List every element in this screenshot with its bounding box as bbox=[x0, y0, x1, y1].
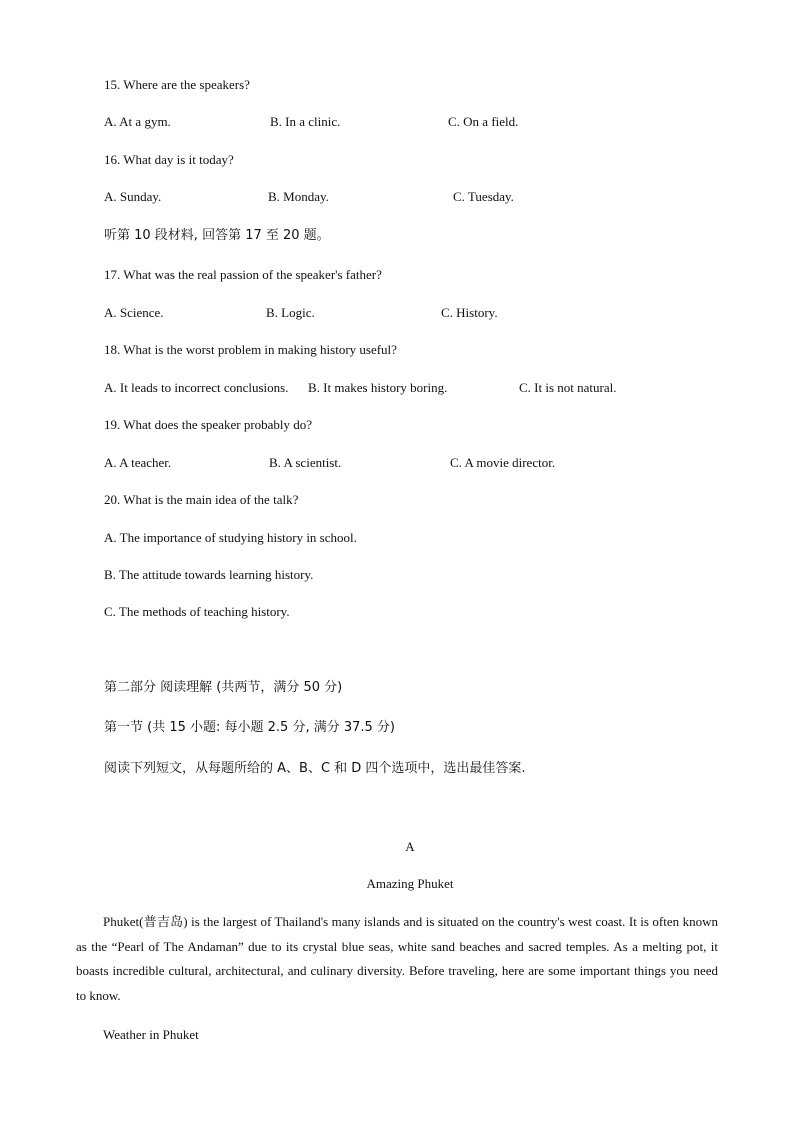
question-20-stem: 20. What is the main idea of the talk? bbox=[104, 492, 299, 507]
part2-section: 第一节 (共 15 小题: 每小题 2.5 分, 满分 37.5 分) bbox=[104, 720, 396, 735]
part2-instruction: 阅读下列短文，从每题所给的 A、B、C 和 D 四个选项中，选出最佳答案. bbox=[104, 761, 526, 776]
question-16-option-a: A. Sunday. bbox=[104, 189, 162, 204]
question-15-option-c: C. On a field. bbox=[448, 114, 519, 129]
question-15-option-a: A. At a gym. bbox=[104, 114, 171, 129]
question-17-option-c: C. History. bbox=[441, 305, 498, 320]
question-16-option-c: C. Tuesday. bbox=[453, 189, 514, 204]
question-15-option-b: B. In a clinic. bbox=[270, 114, 341, 129]
question-17-stem: 17. What was the real passion of the speaker's father? bbox=[104, 267, 382, 282]
passage-title: Amazing Phuket bbox=[366, 876, 454, 891]
passage-letter: A bbox=[405, 839, 415, 854]
passage-paragraph: Phuket(普吉岛) is the largest of Thailand's many islands and is situated on the country's west coast. It is often known as the “Pearl of The Andaman” due to its crystal blue seas, white sand beaches and sacred temples. As a melting pot, it boasts incredible cultural, architectural, and culinary diversity. Before traveling, here are some important things you need to know. bbox=[76, 914, 718, 1003]
question-20-option-a: A. The importance of studying history in school. bbox=[104, 530, 357, 545]
question-19-option-a: A. A teacher. bbox=[104, 455, 172, 470]
question-19-option-b: B. A scientist. bbox=[269, 455, 342, 470]
passage-subheading: Weather in Phuket bbox=[103, 1027, 199, 1042]
question-17-option-b: B. Logic. bbox=[266, 305, 315, 320]
question-15-stem: 15. Where are the speakers? bbox=[104, 77, 250, 92]
question-16-stem: 16. What day is it today? bbox=[104, 152, 234, 167]
question-18-stem: 18. What is the worst problem in making history useful? bbox=[104, 342, 397, 357]
question-17-option-a: A. Science. bbox=[104, 305, 164, 320]
question-19-stem: 19. What does the speaker probably do? bbox=[104, 417, 313, 432]
part2-heading: 第二部分 阅读理解 (共两节，满分 50 分) bbox=[104, 680, 343, 695]
question-20-option-c: C. The methods of teaching history. bbox=[104, 604, 290, 619]
question-20-option-b: B. The attitude towards learning history. bbox=[104, 567, 314, 582]
listen-instruction: 听第 10 段材料, 回答第 17 至 20 题。 bbox=[104, 228, 330, 243]
question-16-option-b: B. Monday. bbox=[268, 189, 329, 204]
question-19-option-c: C. A movie director. bbox=[450, 455, 556, 470]
question-18-option-a: A. It leads to incorrect conclusions. bbox=[104, 380, 289, 395]
question-18-option-c: C. It is not natural. bbox=[519, 380, 617, 395]
question-18-option-b: B. It makes history boring. bbox=[308, 380, 448, 395]
